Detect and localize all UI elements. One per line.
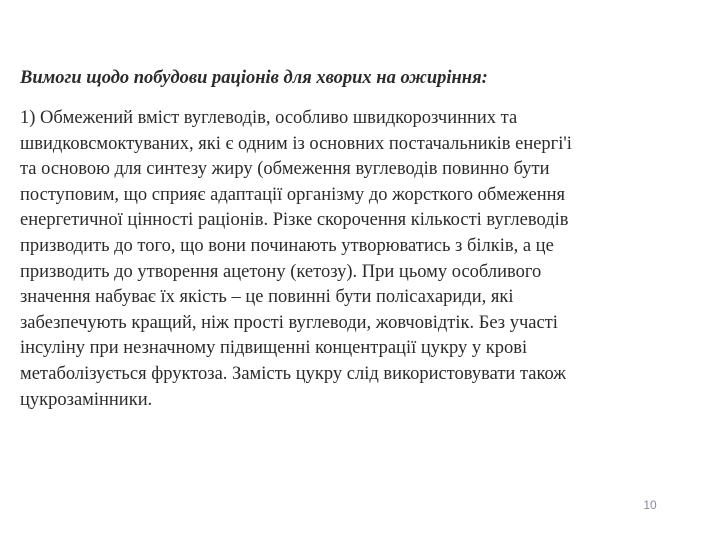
body-line: поступовим, що сприяє адаптації організму до жорсткого обмеження [20, 184, 566, 205]
body-line: енергетичної цінності раціонів. Різке скорочення кількості вуглеводів [20, 210, 569, 231]
page-number: 10 [643, 498, 657, 512]
body-line: метаболізується фруктоза. Замість цукру слід використовувати також [20, 363, 567, 384]
body-line: швидковсмоктуваних, які є одним із основних постачальників енергі'і [20, 133, 572, 154]
body-line: значення набуває їх якість – це повинні бути полісахариди, які [20, 287, 514, 308]
slide-heading: Вимоги щодо побудови раціонів для хворих на ожиріння: [20, 68, 488, 88]
body-line: призводить до того, що вони починають утворюватись з білків, а це [20, 235, 554, 256]
body-line: забезпечують кращий, ніж прості вуглеводи, жовчовідтік. Без участі [20, 312, 558, 333]
body-line: 1) Обмежений вміст вуглеводів, особливо швидкорозчинних та [20, 108, 518, 128]
body-line: інсуліну при незначному підвищенні концентрації цукру у крові [20, 338, 528, 359]
body-paragraph [20, 106, 704, 413]
body-line: та основою для синтезу жиру (обмеження вуглеводів повинно бути [20, 159, 550, 180]
body-line: призводить до утворення ацетону (кетозу). При цьому особливого [20, 261, 542, 282]
body-line: цукрозамінники. [20, 389, 153, 410]
